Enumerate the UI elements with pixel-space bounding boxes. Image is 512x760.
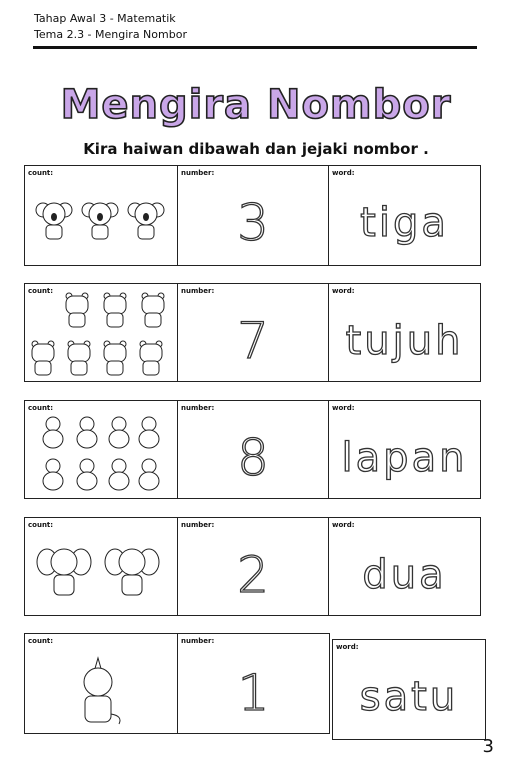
- number-cell: [178, 518, 329, 615]
- hippo-icon: [104, 341, 126, 375]
- koala-icons: [25, 198, 178, 248]
- animal-group-elephant: [25, 544, 177, 604]
- counting-row-1: [24, 165, 481, 266]
- trace-word: tujuh: [345, 318, 464, 364]
- number-cell: [178, 401, 329, 498]
- count-label: count:: [28, 637, 54, 645]
- animal-group-unicorn: [25, 654, 177, 730]
- count-cell: [25, 284, 178, 381]
- hippo-icon: [66, 293, 88, 327]
- unicorn-icon: [84, 658, 120, 724]
- trace-word: dua: [362, 552, 447, 598]
- hippo-icon: [142, 293, 164, 327]
- koala-icon: [36, 203, 72, 239]
- word-label: word:: [332, 521, 355, 529]
- hippo-icon: [140, 341, 162, 375]
- hippo-icons: [25, 290, 178, 382]
- animal-group-turtle: [25, 415, 177, 501]
- turtle-icon: [43, 417, 63, 448]
- count-cell: [25, 166, 178, 265]
- hippo-icon: [32, 341, 54, 375]
- count-label: count:: [28, 404, 54, 412]
- trace-number: 1: [237, 664, 270, 722]
- koala-icon: [82, 203, 118, 239]
- header-topic: Tema 2.3 - Mengira Nombor: [34, 28, 187, 41]
- turtle-icon: [139, 459, 159, 490]
- word-box-row-5: [332, 639, 486, 740]
- instruction-text: Kira haiwan dibawah dan jejaki nombor .: [83, 140, 429, 158]
- hippo-icon: [104, 293, 126, 327]
- number-label: number:: [181, 169, 215, 177]
- word-label: word:: [332, 169, 355, 177]
- word-label: word:: [336, 643, 359, 651]
- turtle-icon: [77, 417, 97, 448]
- number-label: number:: [181, 521, 215, 529]
- page-title: Mengira Nombor: [60, 82, 452, 128]
- number-label: number:: [181, 287, 215, 295]
- turtle-icon: [43, 459, 63, 490]
- number-cell: [178, 166, 329, 265]
- unicorn-icons: [25, 654, 178, 726]
- counting-row-5: [24, 633, 330, 734]
- trace-number: 3: [237, 194, 269, 252]
- trace-number: 2: [237, 546, 269, 604]
- turtle-icon: [139, 417, 159, 448]
- elephant-icon: [37, 549, 91, 595]
- trace-number: 8: [237, 429, 269, 487]
- word-cell: [329, 284, 480, 381]
- word-cell: [329, 166, 480, 265]
- koala-icon: [128, 203, 164, 239]
- count-cell: [25, 401, 178, 498]
- elephant-icons: [25, 544, 178, 600]
- turtle-icon: [77, 459, 97, 490]
- word-cell: [329, 518, 480, 615]
- animal-group-koala: [25, 198, 177, 252]
- hippo-icon: [68, 341, 90, 375]
- count-cell: [25, 518, 178, 615]
- counting-row-2: [24, 283, 481, 382]
- turtle-icons: [25, 415, 178, 497]
- turtle-icon: [109, 417, 129, 448]
- number-cell: [178, 634, 329, 733]
- trace-word: tiga: [360, 200, 449, 246]
- header-subject: Tahap Awal 3 - Matematik: [34, 12, 176, 25]
- counting-row-4: [24, 517, 481, 616]
- word-cell: [329, 401, 480, 498]
- elephant-icon: [105, 549, 159, 595]
- counting-row-3: [24, 400, 481, 499]
- number-label: number:: [181, 637, 215, 645]
- count-label: count:: [28, 287, 54, 295]
- number-label: number:: [181, 404, 215, 412]
- trace-word: satu: [359, 674, 459, 720]
- trace-word: lapan: [341, 435, 468, 481]
- page-number: 3: [482, 736, 494, 757]
- count-cell: [25, 634, 178, 733]
- turtle-icon: [109, 459, 129, 490]
- trace-number: 7: [237, 312, 269, 370]
- animal-group-hippo: [25, 290, 177, 386]
- word-label: word:: [332, 287, 355, 295]
- word-label: word:: [332, 404, 355, 412]
- number-cell: [178, 284, 329, 381]
- count-label: count:: [28, 521, 54, 529]
- count-label: count:: [28, 169, 54, 177]
- header-divider: [33, 46, 477, 49]
